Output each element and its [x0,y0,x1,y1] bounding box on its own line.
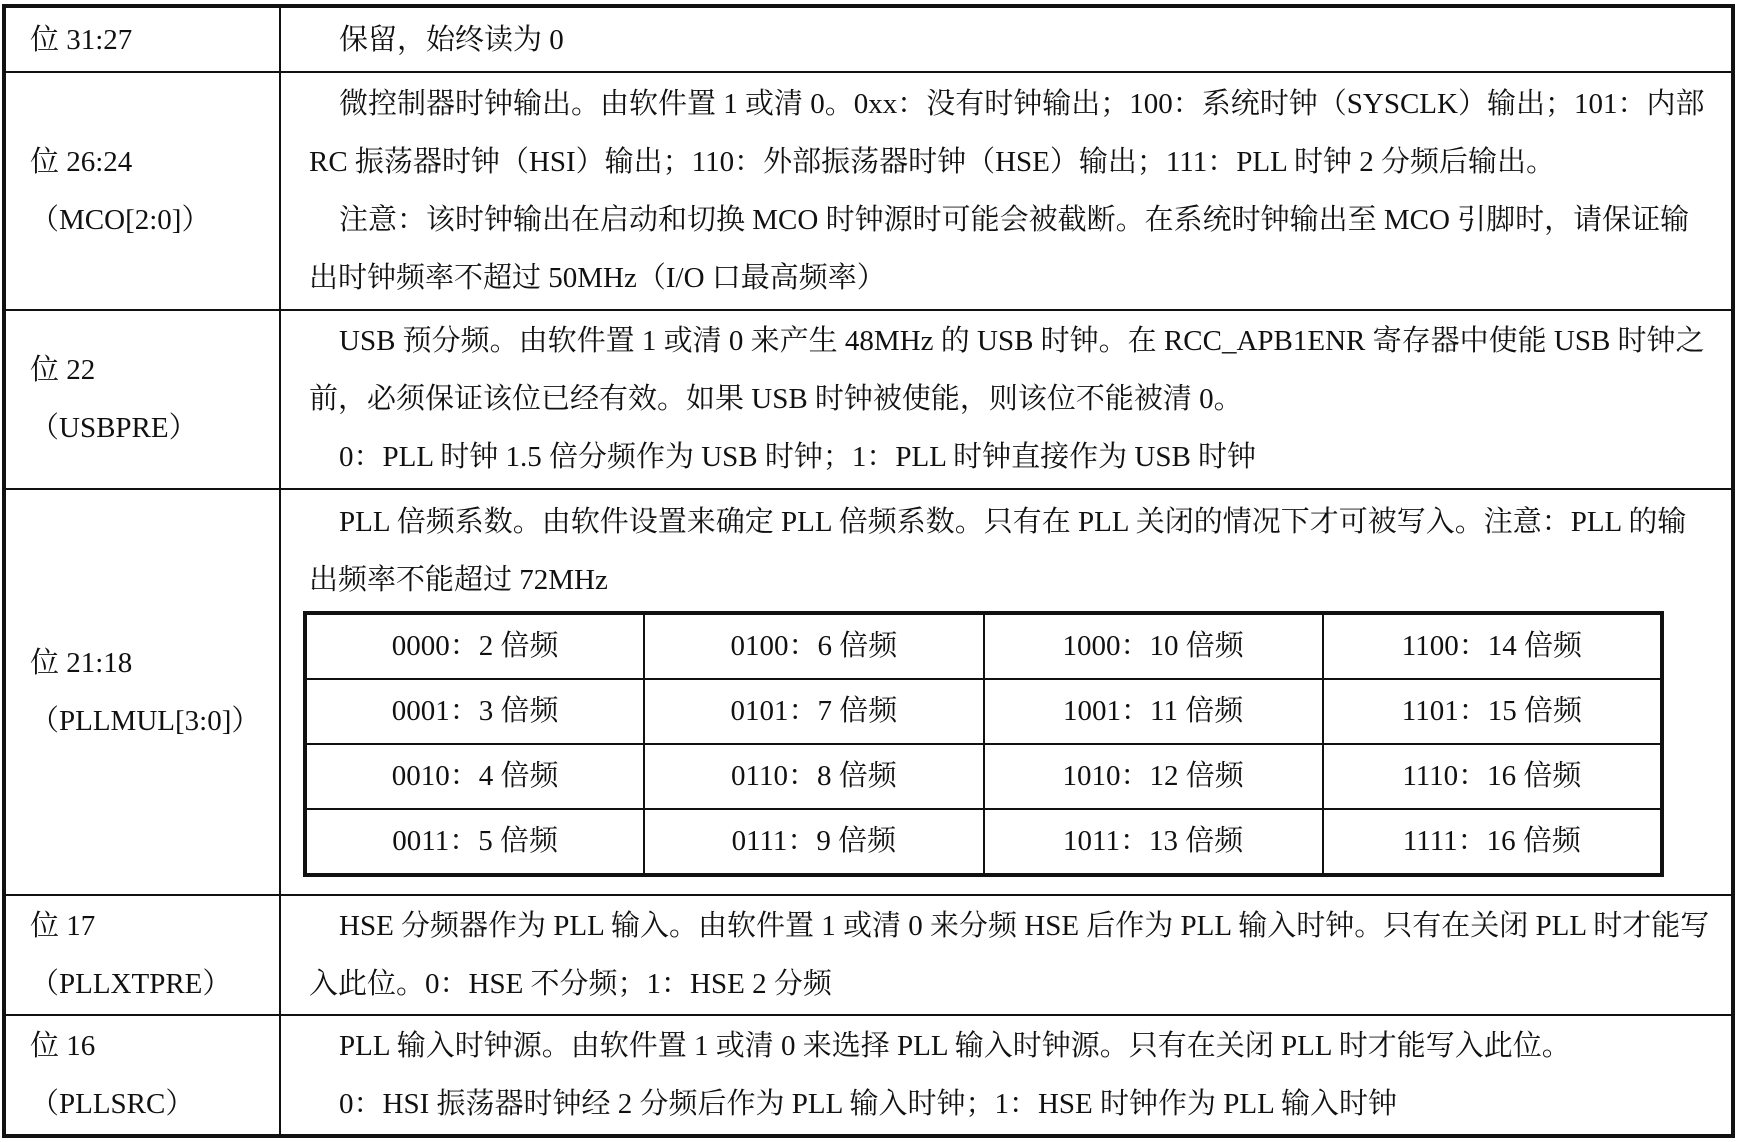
pllmul-row [305,613,1662,679]
bit-number: 位 26:24 [30,145,133,178]
pllmul-value-table [303,611,1664,877]
bit-field-name: （PLLSRC） [30,1088,195,1121]
pllmul-cell: 1000：10 倍频 [984,613,1323,679]
description-paragraph: 保留，始终读为 0 [339,23,564,56]
description-paragraph: 注意：该时钟输出在启动和切换 MCO 时钟源时可能会被截断。在系统时钟输出至 MCO 引脚时，请保证输出时钟频率不超过 50MHz（I/O 口最高频率） [309,203,1690,294]
bit-number: 位 21:18 [30,646,133,679]
bit-number: 位 16 [30,1030,96,1063]
bit-cell [4,1015,280,1136]
register-bit-table [2,4,1735,1138]
pllmul-cell: 1111：16 倍频 [1323,809,1662,875]
pllmul-cell: 1001：11 倍频 [984,679,1323,744]
description-cell [280,310,1733,489]
bit-cell [4,6,280,72]
pllmul-cell: 1110：16 倍频 [1323,744,1662,809]
description-paragraph: PLL 倍频系数。由软件设置来确定 PLL 倍频系数。只有在 PLL 关闭的情况下才可被写入。注意：PLL 的输出频率不能超过 72MHz [309,505,1687,596]
bit-field-name: （PLLMUL[3:0]） [30,704,261,737]
bit-field-name: （MCO[2:0]） [30,203,211,236]
pllmul-row [305,679,1662,744]
description-cell [280,6,1733,72]
pllmul-row [305,809,1662,875]
bit-cell [4,489,280,895]
bit-field-name: （PLLXTPRE） [30,968,232,1001]
pllmul-row [305,744,1662,809]
bit-cell [4,310,280,489]
pllmul-cell: 1101：15 倍频 [1323,679,1662,744]
pllmul-cell: 0100：6 倍频 [644,613,983,679]
pllmul-cell: 1011：13 倍频 [984,809,1323,875]
pllmul-cell: 0001：3 倍频 [305,679,644,744]
pllmul-cell: 0011：5 倍频 [305,809,644,875]
bit-number: 位 17 [30,910,96,943]
description-paragraph: PLL 输入时钟源。由软件置 1 或清 0 来选择 PLL 输入时钟源。只有在关闭 PLL 时才能写入此位。 [339,1030,1571,1063]
pllmul-table-wrapper [281,609,1731,891]
table-row [4,1015,1733,1136]
pllmul-cell: 0000：2 倍频 [305,613,644,679]
table-row [4,489,1733,895]
description-paragraph: 微控制器时钟输出。由软件置 1 或清 0。0xx：没有时钟输出；100：系统时钟（SYSCLK）输出；101：内部 RC 振荡器时钟（HSI）输出；110：外部振荡器时钟（HSE）输出；111：PLL 时钟 2 分频后输出。 [309,87,1705,178]
description-paragraph: 0：HSI 振荡器时钟经 2 分频后作为 PLL 输入时钟；1：HSE 时钟作为 PLL 输入时钟 [339,1088,1397,1121]
pllmul-cell: 0111：9 倍频 [644,809,983,875]
bit-cell [4,895,280,1015]
table-row [4,72,1733,310]
table-row [4,895,1733,1015]
pllmul-cell: 0110：8 倍频 [644,744,983,809]
table-row [4,310,1733,489]
description-paragraph: USB 预分频。由软件置 1 或清 0 来产生 48MHz 的 USB 时钟。在 RCC_APB1ENR 寄存器中使能 USB 时钟之前，必须保证该位已经有效。如果 USB 时钟被使能，则该位不能被清 0。 [309,325,1705,416]
table-row [4,6,1733,72]
bit-number: 位 22 [30,354,96,387]
pllmul-cell: 1100：14 倍频 [1323,613,1662,679]
description-paragraph: 0：PLL 时钟 1.5 倍分频作为 USB 时钟；1：PLL 时钟直接作为 USB 时钟 [339,441,1257,474]
pllmul-cell: 1010：12 倍频 [984,744,1323,809]
description-paragraph: HSE 分频器作为 PLL 输入。由软件置 1 或清 0 来分频 HSE 后作为 PLL 输入时钟。只有在关闭 PLL 时才能写入此位。0：HSE 不分频；1：HSE 2 分频 [309,910,1710,1001]
bit-field-name: （USBPRE） [30,412,198,445]
description-cell [280,1015,1733,1136]
description-cell [280,895,1733,1015]
bit-cell [4,72,280,310]
pllmul-cell: 0010：4 倍频 [305,744,644,809]
pllmul-cell: 0101：7 倍频 [644,679,983,744]
bit-number: 位 31:27 [30,23,133,56]
description-cell [280,72,1733,310]
description-cell [280,489,1733,895]
